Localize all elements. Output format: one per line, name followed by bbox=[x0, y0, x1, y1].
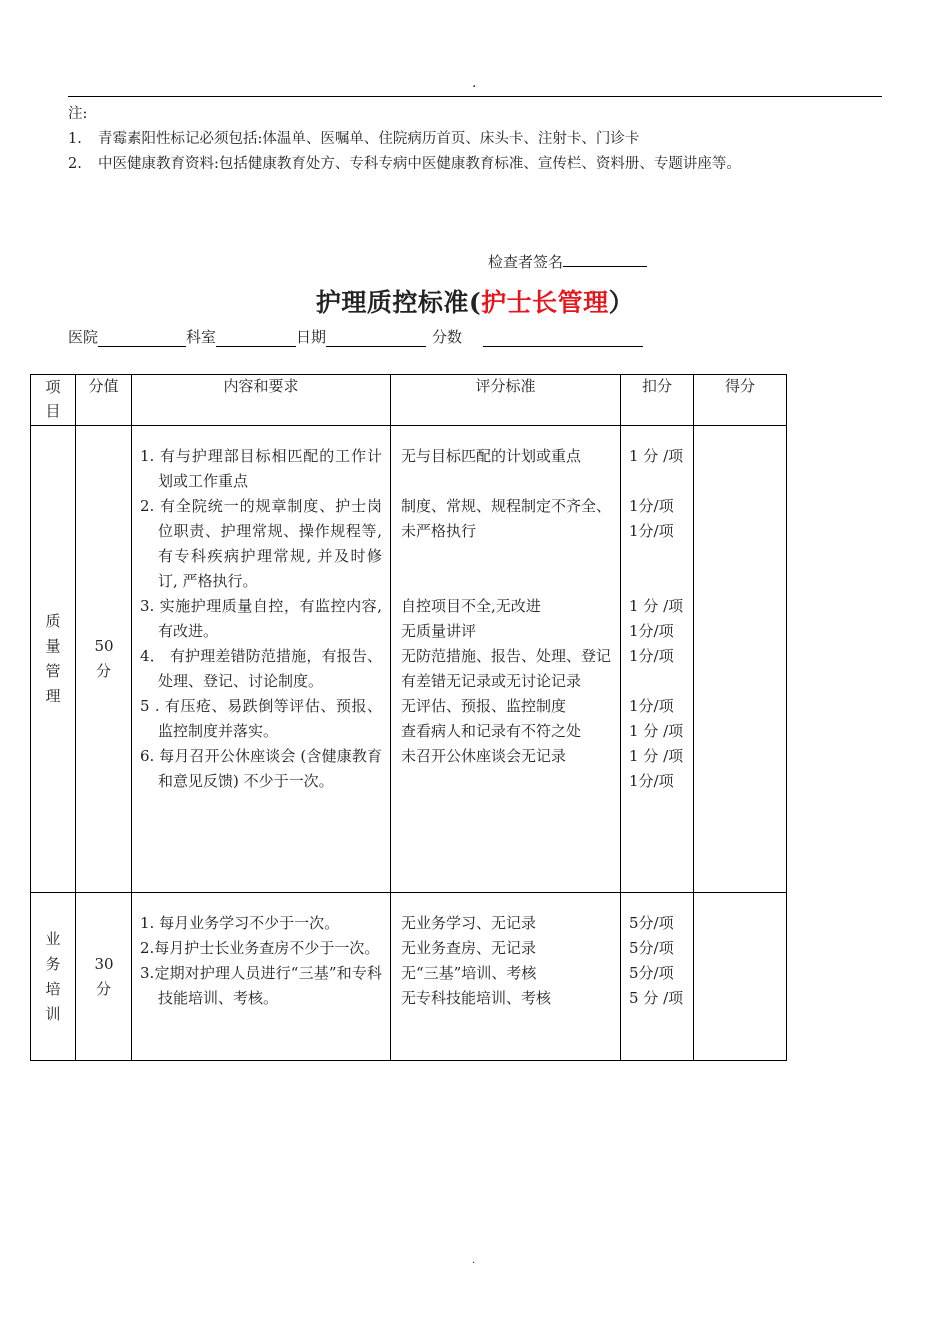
requirement-item: 5 . 有压疮、易跌倒等评估、预报、监控制度并落实。 bbox=[140, 697, 382, 740]
requirement-item: 2. 有全院统一的规章制度、护士岗位职责、护理常规、操作规程等, 有专科疾病护理常规, 并及时修订, 严格执行。 bbox=[140, 497, 382, 590]
criterion: 无业务学习、无记录 bbox=[401, 914, 537, 932]
notes-label: 注: bbox=[68, 106, 88, 122]
table-header-row bbox=[31, 375, 787, 426]
deduction-value: 5 分 /项 bbox=[629, 989, 684, 1007]
note-item bbox=[68, 127, 741, 152]
requirement-item: 6. 每月召开公休座谈会 (含健康教育和意见反馈) 不少于一次。 bbox=[140, 747, 382, 790]
criterion: 无专科技能培训、考核 bbox=[401, 989, 552, 1007]
notes-section bbox=[68, 102, 741, 177]
deduction-value: 1 分 /项 bbox=[629, 447, 684, 465]
row-requirements bbox=[132, 893, 391, 1061]
row-deductions bbox=[621, 426, 694, 893]
row-obtained[interactable] bbox=[694, 893, 787, 1061]
table-row bbox=[31, 426, 787, 893]
row-score: 50分 bbox=[76, 426, 132, 893]
row-obtained[interactable] bbox=[694, 426, 787, 893]
criterion: 有差错无记录或无讨论记录 bbox=[401, 672, 582, 690]
inspector-signature bbox=[488, 251, 647, 272]
criterion: 无评估、预报、监控制度 bbox=[401, 697, 567, 715]
deduction-value: 1分/项 bbox=[629, 647, 674, 665]
requirement-item: 1. 有与护理部目标相匹配的工作计划或工作重点 bbox=[140, 447, 382, 490]
title-highlight: 护士长管理 bbox=[481, 288, 609, 317]
row-score: 30分 bbox=[76, 893, 132, 1061]
title-main: 护理质控标准( bbox=[315, 288, 482, 317]
note-number: 2. bbox=[68, 156, 82, 172]
row-criteria bbox=[391, 893, 621, 1061]
deduction-value: 1分/项 bbox=[629, 772, 674, 790]
row-item: 质量管理 bbox=[31, 426, 76, 893]
signature-blank[interactable] bbox=[563, 252, 647, 267]
deduction-value: 5分/项 bbox=[629, 964, 674, 982]
note-text: 青霉素阳性标记必须包括:体温单、医嘱单、住院病历首页、床头卡、注射卡、门诊卡 bbox=[98, 131, 640, 147]
score-label: 分数 bbox=[432, 328, 463, 346]
criterion: 无质量讲评 bbox=[401, 622, 477, 640]
criterion: 自控项目不全,无改进 bbox=[401, 597, 541, 615]
note-text: 中医健康教育资料:包括健康教育处方、专科专病中医健康教育标准、宣传栏、资料册、专题讲座等。 bbox=[98, 156, 741, 172]
requirement-item: 3.定期对护理人员进行“三基”和专科技能培训、考核。 bbox=[140, 964, 382, 1007]
note-number: 1. bbox=[68, 131, 82, 147]
row-item: 业务培训 bbox=[31, 893, 76, 1061]
quality-control-table bbox=[30, 374, 787, 1061]
header-requirements: 内容和要求 bbox=[132, 375, 391, 426]
hospital-blank[interactable] bbox=[98, 330, 186, 347]
criterion: 查看病人和记录有不符之处 bbox=[401, 722, 582, 740]
deduction-value: 1 分 /项 bbox=[629, 722, 684, 740]
deduction-value: 5分/项 bbox=[629, 939, 674, 957]
deduction-value: 1分/项 bbox=[629, 697, 674, 715]
hospital-label: 医院 bbox=[68, 328, 99, 346]
score-blank[interactable] bbox=[483, 330, 643, 347]
criterion: 无防范措施、报告、处理、登记 bbox=[401, 647, 612, 665]
deduction-value: 1分/项 bbox=[629, 497, 674, 515]
table-row bbox=[31, 893, 787, 1061]
deduction-value: 1分/项 bbox=[629, 622, 674, 640]
form-meta-line bbox=[68, 326, 643, 347]
row-deductions bbox=[621, 893, 694, 1061]
header-deduction: 扣分 bbox=[621, 375, 694, 426]
header-dot: . bbox=[472, 75, 477, 91]
criterion: 制度、常规、规程制定不齐全、未严格执行 bbox=[401, 497, 612, 540]
requirement-item: 4． 有护理差错防范措施，有报告、处理、登记、讨论制度。 bbox=[140, 647, 382, 690]
note-item bbox=[68, 152, 741, 177]
requirement-item: 1. 每月业务学习不少于一次。 bbox=[140, 914, 340, 932]
date-blank[interactable] bbox=[326, 330, 426, 347]
header-score: 分值 bbox=[76, 375, 132, 426]
department-label: 科室 bbox=[186, 328, 217, 346]
header-criteria: 评分标准 bbox=[391, 375, 621, 426]
requirement-item: 3. 实施护理质量自控，有监控内容, 有改进。 bbox=[140, 597, 382, 640]
page-title bbox=[0, 283, 950, 319]
inspector-label: 检查者签名 bbox=[488, 253, 564, 271]
deduction-value: 5分/项 bbox=[629, 914, 674, 932]
criterion: 无业务查房、无记录 bbox=[401, 939, 537, 957]
date-label: 日期 bbox=[296, 328, 327, 346]
header-rule bbox=[68, 96, 882, 97]
title-close: ） bbox=[608, 288, 635, 317]
criterion: 无与目标匹配的计划或重点 bbox=[401, 447, 582, 465]
requirement-item: 2.每月护士长业务查房不少于一次。 bbox=[140, 939, 380, 957]
row-criteria bbox=[391, 426, 621, 893]
deduction-value: 1 分 /项 bbox=[629, 597, 684, 615]
deduction-value: 1分/项 bbox=[629, 522, 674, 540]
criterion: 无“三基”培训、考核 bbox=[401, 964, 537, 982]
department-blank[interactable] bbox=[216, 330, 296, 347]
deduction-value: 1 分 /项 bbox=[629, 747, 684, 765]
row-requirements bbox=[132, 426, 391, 893]
header-item: 项目 bbox=[31, 375, 76, 426]
criterion: 未召开公休座谈会无记录 bbox=[401, 747, 567, 765]
footer-dot: . bbox=[472, 1255, 476, 1266]
header-obtained: 得分 bbox=[694, 375, 787, 426]
